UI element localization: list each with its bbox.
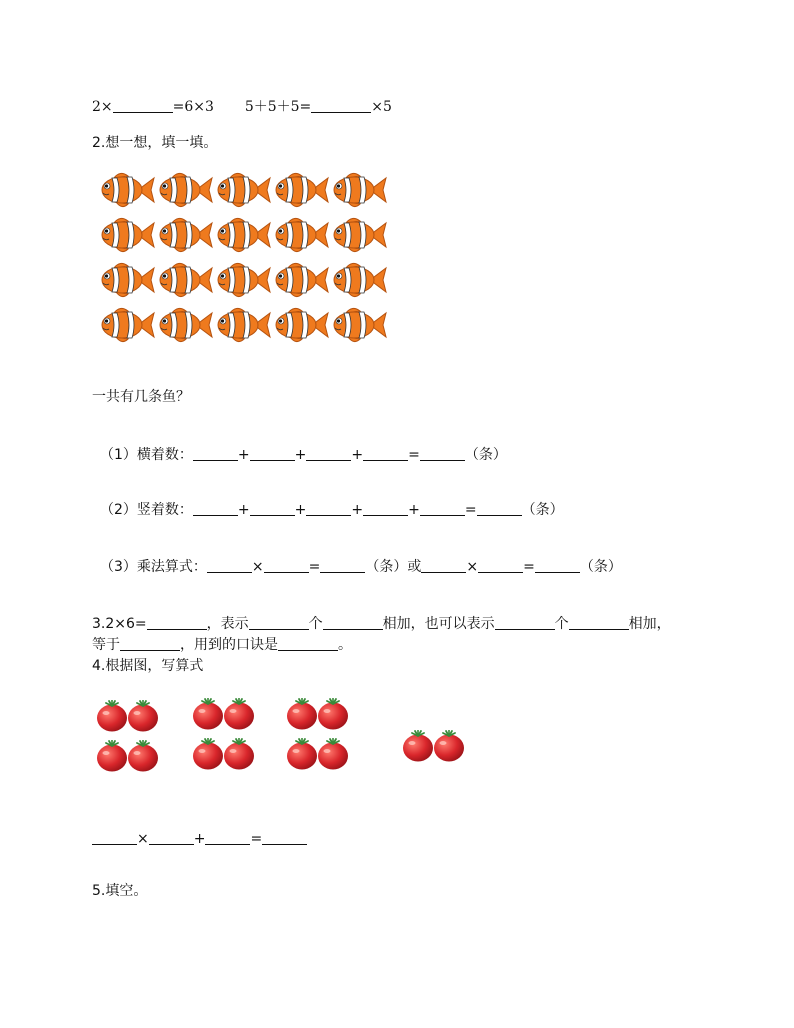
clownfish-icon bbox=[214, 258, 272, 302]
unit-label: （条） bbox=[521, 502, 564, 518]
item2-blank-result[interactable] bbox=[477, 501, 522, 516]
unit-label: （条） bbox=[365, 559, 408, 575]
q4-blank-1[interactable] bbox=[92, 830, 137, 845]
tomato-icon bbox=[433, 728, 465, 766]
clownfish-icon bbox=[330, 303, 388, 347]
clownfish-icon bbox=[214, 213, 272, 257]
item3-blank-1[interactable] bbox=[207, 558, 252, 573]
clownfish-icon bbox=[214, 303, 272, 347]
item2-blank-2[interactable] bbox=[250, 501, 295, 516]
q3-text-1: ，表示 bbox=[206, 616, 249, 632]
clownfish-icon bbox=[272, 258, 330, 302]
equals-sign: = bbox=[408, 447, 420, 463]
q3-line1 bbox=[92, 613, 671, 633]
q3-text-7: 。 bbox=[338, 637, 352, 653]
q3-blank-2[interactable] bbox=[249, 615, 309, 630]
item1-blank-1[interactable] bbox=[193, 446, 238, 461]
q3-blank-7[interactable] bbox=[278, 636, 338, 651]
item3-blank-4[interactable] bbox=[421, 558, 466, 573]
clownfish-icon bbox=[98, 213, 156, 257]
plus-sign: + bbox=[408, 502, 420, 518]
clownfish-icon bbox=[98, 168, 156, 212]
q3-text-6: ，用到的口诀是 bbox=[180, 637, 278, 653]
q4-equation bbox=[92, 830, 307, 847]
clownfish-icon bbox=[156, 258, 214, 302]
item3-blank-5[interactable] bbox=[478, 558, 523, 573]
equals-sign: = bbox=[523, 559, 535, 575]
q1b-suffix: ×5 bbox=[371, 99, 392, 115]
equals-sign: = bbox=[308, 559, 321, 575]
q3-text-4: 个 bbox=[554, 616, 569, 632]
q1a-blank[interactable] bbox=[113, 98, 173, 113]
clownfish-icon bbox=[330, 258, 388, 302]
tomato-icon bbox=[192, 696, 224, 734]
clownfish-icon bbox=[156, 168, 214, 212]
item1-blank-4[interactable] bbox=[363, 446, 408, 461]
q3-line2-prefix: 等于 bbox=[92, 637, 120, 653]
plus-sign: + bbox=[351, 502, 364, 518]
item3-blank-result[interactable] bbox=[320, 558, 365, 573]
q1a-prefix: 2× bbox=[92, 99, 113, 115]
times-sign: × bbox=[466, 559, 479, 575]
q3-blank-4[interactable] bbox=[495, 615, 555, 630]
item2-blank-5[interactable] bbox=[420, 501, 465, 516]
q3-text-5: 相加， bbox=[628, 616, 671, 632]
q4-blank-result[interactable] bbox=[262, 830, 307, 845]
fish-picture bbox=[98, 168, 394, 348]
tomato-icon bbox=[286, 736, 318, 774]
tomato-icon bbox=[127, 738, 159, 776]
q2-title: 2.想一想，填一填。 bbox=[92, 135, 218, 151]
item2-blank-4[interactable] bbox=[363, 501, 408, 516]
q3-blank-5[interactable] bbox=[569, 615, 629, 630]
equals-sign: = bbox=[464, 502, 477, 518]
plus-sign: + bbox=[294, 502, 307, 518]
item2-blank-3[interactable] bbox=[306, 501, 351, 516]
q3-blank-1[interactable] bbox=[147, 615, 207, 630]
q5-title: 5.填空。 bbox=[92, 883, 148, 899]
clownfish-icon bbox=[272, 168, 330, 212]
q2-item3 bbox=[100, 556, 622, 576]
q4-blank-2[interactable] bbox=[149, 830, 194, 845]
clownfish-icon bbox=[214, 168, 272, 212]
item1-blank-3[interactable] bbox=[306, 446, 351, 461]
item3-blank-2[interactable] bbox=[264, 558, 309, 573]
q4-blank-3[interactable] bbox=[205, 830, 250, 845]
q2-item1 bbox=[100, 444, 507, 464]
q1b-blank[interactable] bbox=[311, 98, 371, 113]
plus-sign: + bbox=[351, 447, 364, 463]
tomato-icon bbox=[223, 696, 255, 734]
q2-item2 bbox=[100, 499, 564, 519]
item3-blank-result-2[interactable] bbox=[535, 558, 580, 573]
clownfish-icon bbox=[156, 213, 214, 257]
tomato-icon bbox=[223, 736, 255, 774]
clownfish-icon bbox=[330, 168, 388, 212]
tomato-icon bbox=[286, 696, 318, 734]
q4-title: 4.根据图，写算式 bbox=[92, 658, 204, 674]
tomato-icon bbox=[127, 698, 159, 736]
item1-label: （1）横着数： bbox=[100, 447, 193, 463]
q3-blank-6[interactable] bbox=[120, 636, 180, 651]
q3-blank-3[interactable] bbox=[323, 615, 383, 630]
q1-line bbox=[92, 96, 392, 116]
item1-blank-result[interactable] bbox=[420, 446, 465, 461]
item2-label: （2）竖着数： bbox=[100, 502, 193, 518]
q3-prefix: 3.2×6= bbox=[92, 616, 147, 632]
q3-text-3: 相加，也可以表示 bbox=[382, 616, 495, 632]
q3-text-2: 个 bbox=[308, 616, 323, 632]
tomato-icon bbox=[96, 738, 128, 776]
equals-sign: = bbox=[250, 831, 263, 847]
tomato-icon bbox=[317, 696, 349, 734]
times-sign: × bbox=[137, 831, 149, 847]
clownfish-icon bbox=[98, 303, 156, 347]
plus-sign: + bbox=[193, 831, 206, 847]
clownfish-icon bbox=[272, 303, 330, 347]
plus-sign: + bbox=[237, 502, 250, 518]
tomato-icon bbox=[192, 736, 224, 774]
tomato-icon bbox=[317, 736, 349, 774]
q2-question: 一共有几条鱼？ bbox=[92, 389, 190, 405]
clownfish-icon bbox=[98, 258, 156, 302]
clownfish-icon bbox=[272, 213, 330, 257]
times-sign: × bbox=[251, 559, 264, 575]
item2-blank-1[interactable] bbox=[193, 501, 238, 516]
clownfish-icon bbox=[330, 213, 388, 257]
or-word: 或 bbox=[407, 559, 422, 575]
item3-label: （3）乘法算式： bbox=[100, 559, 207, 575]
q3-line2 bbox=[92, 634, 352, 654]
item1-blank-2[interactable] bbox=[250, 446, 295, 461]
plus-sign: + bbox=[294, 447, 307, 463]
unit-label: （条） bbox=[464, 447, 507, 463]
clownfish-icon bbox=[156, 303, 214, 347]
tomato-icon bbox=[402, 728, 434, 766]
q1a-suffix: =6×3 bbox=[172, 99, 214, 115]
q1b-prefix: 5＋5＋5= bbox=[244, 99, 312, 115]
tomato-icon bbox=[96, 698, 128, 736]
plus-sign: + bbox=[237, 447, 250, 463]
unit-label: （条） bbox=[579, 559, 622, 575]
